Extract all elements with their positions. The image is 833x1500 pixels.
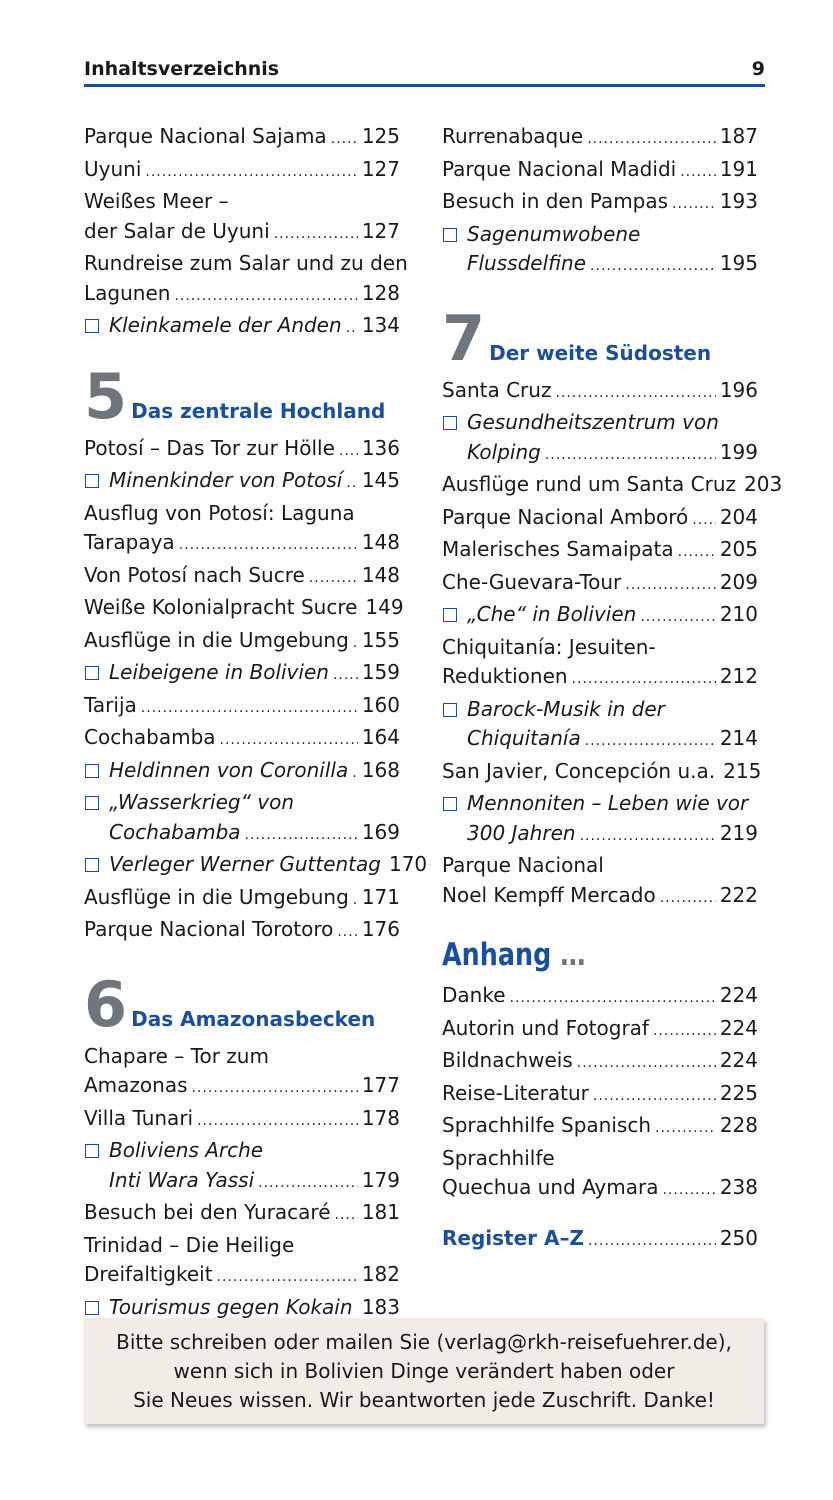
leader-dots: [653, 1017, 716, 1047]
entry-text: Cochabamba: [109, 819, 241, 844]
entry-line: [442, 981, 758, 1014]
entry-line: [84, 187, 400, 217]
entry-line: [442, 503, 758, 536]
leader-dots: [274, 220, 358, 250]
chapter-number: 7: [442, 301, 486, 375]
entry-text: Parque Nacional Torotoro: [84, 917, 334, 941]
entry-line: [442, 1144, 758, 1174]
entry-text: Besuch in den Pampas: [442, 189, 669, 213]
entry-text: Parque Nacional Sajama: [84, 124, 327, 148]
entry-text: Villa Tunari: [84, 1105, 194, 1130]
leader-dots: [572, 665, 716, 695]
entry-text: Ausflug von Potosí: Laguna: [84, 500, 355, 525]
entry-line: [84, 818, 400, 851]
entry-page: 176: [361, 917, 400, 941]
leader-dots: [141, 694, 358, 724]
entry-line: [84, 658, 400, 691]
toc-entry[interactable]: [442, 1046, 758, 1079]
entry-page: 199: [719, 439, 758, 464]
toc-entry[interactable]: [442, 1144, 758, 1206]
leader-dots: [593, 1082, 716, 1112]
entry-page: 164: [361, 725, 400, 749]
entry-text: Leibeigene in Bolivien: [109, 660, 329, 684]
appendix-dots: …: [560, 937, 586, 973]
entry-text: Von Potosí nach Sucre: [84, 562, 305, 587]
leader-dots: [245, 821, 358, 851]
toc-entry[interactable]: [442, 851, 758, 913]
entry-text: Noel Kempff Mercado: [442, 882, 656, 907]
entry-line: [84, 691, 400, 724]
entry-page: 203: [744, 472, 783, 496]
toc-entry[interactable]: [442, 155, 758, 188]
entry-line: [84, 249, 408, 279]
entry-page: 136: [361, 435, 400, 460]
entry-line: [442, 695, 758, 725]
entry-line: [442, 220, 758, 250]
entry-line: [84, 626, 400, 659]
toc-entry[interactable]: [84, 499, 400, 561]
chapter-heading-7: [442, 301, 758, 375]
toc-box-entry[interactable]: [442, 600, 758, 633]
entry-text: Kolping: [467, 439, 541, 464]
entry-line: [84, 1071, 400, 1104]
entry-line: [84, 1260, 400, 1293]
entry-text: der Salar de Uyuni: [84, 218, 270, 243]
entry-text: Parque Nacional Amboró: [442, 504, 689, 529]
entry-text: Parque Nacional Madidi: [442, 156, 677, 181]
leader-dots: [660, 884, 716, 914]
entry-page: 182: [361, 1262, 400, 1286]
entry-line: [442, 1173, 758, 1206]
entry-text: Ausflüge rund um Santa Cruz: [442, 472, 736, 496]
toc-box-entry[interactable]: [84, 788, 400, 850]
leader-dots: [692, 506, 716, 536]
note-line: wenn sich in Bolivien Dinge verändert haben oder: [173, 1359, 675, 1383]
entry-page: 134: [361, 313, 400, 337]
entry-line: [84, 561, 400, 594]
entry-line: [442, 662, 758, 695]
entry-line: [442, 633, 758, 663]
leader-dots: [337, 918, 357, 948]
entry-page: 195: [719, 251, 758, 275]
entry-text: Chiquitanía: Jesuiten-: [442, 634, 656, 659]
appendix-title: Anhang: [442, 937, 552, 973]
entry-line: [442, 438, 758, 471]
entry-text: Ausflüge in die Umgebung: [84, 627, 349, 652]
entry-text: Tarija: [84, 692, 137, 717]
entry-page: 224: [719, 1048, 758, 1072]
entry-text: Potosí – Das Tor zur Hölle: [84, 435, 335, 460]
entry-line: [84, 1198, 400, 1231]
entry-text: Reise-Literatur: [442, 1080, 589, 1105]
entry-page: 127: [361, 156, 400, 181]
appendix-heading: [442, 933, 701, 977]
leader-dots: [217, 1263, 358, 1293]
leader-dots: [346, 314, 358, 344]
entry-line: [84, 1042, 400, 1072]
entry-text: Inti Wara Yassi: [109, 1167, 255, 1192]
toc-entry[interactable]: [442, 470, 783, 503]
toc-entry[interactable]: [442, 757, 762, 790]
entry-page: 183: [361, 1294, 400, 1319]
entry-text: Amazonas: [84, 1073, 188, 1097]
entry-line: [442, 600, 758, 633]
entry-text: Sprachhilfe: [442, 1145, 555, 1170]
entry-page: 210: [719, 602, 758, 626]
leader-dots: [678, 538, 716, 568]
entry-line: [442, 376, 758, 409]
toc-box-entry[interactable]: [84, 466, 400, 499]
entry-page: 212: [719, 664, 758, 688]
entry-line: [442, 757, 762, 790]
leader-dots: [640, 603, 715, 633]
leader-dots: [662, 1176, 715, 1206]
entry-line: [442, 1046, 758, 1079]
entry-line: [84, 155, 400, 188]
leader-dots: [346, 469, 357, 499]
toc-entry[interactable]: [442, 568, 758, 601]
entry-page: 171: [361, 884, 400, 909]
entry-text: Che-Guevara-Tour: [442, 569, 622, 594]
entry-page: 128: [361, 280, 400, 305]
entry-text: Santa Cruz: [442, 377, 552, 402]
leader-dots: [174, 282, 357, 312]
entry-page: 149: [365, 595, 404, 619]
chapter-title: Das zentrale Hochland: [131, 398, 386, 423]
entry-text: „Wasserkrieg“ von: [109, 790, 295, 814]
toc-entry[interactable]: [442, 535, 758, 568]
page-header: [84, 58, 765, 87]
leader-dots: [335, 1201, 358, 1231]
entry-line: [84, 1136, 400, 1166]
toc-box-entry[interactable]: [84, 311, 400, 344]
toc-entry[interactable]: [442, 981, 758, 1014]
entry-text: Rurrenabaque: [442, 124, 584, 148]
leader-dots: [577, 1049, 716, 1079]
leader-dots: [590, 252, 716, 282]
toc-entry[interactable]: [442, 376, 758, 409]
entry-line: [442, 408, 758, 438]
toc-entry[interactable]: [442, 1014, 758, 1047]
entry-line: [84, 850, 428, 883]
entry-text: Heldinnen von Coronilla: [109, 757, 349, 782]
toc-list: [442, 981, 758, 1206]
entry-line: [442, 249, 758, 282]
entry-line: [442, 789, 758, 819]
leader-dots: [309, 564, 358, 594]
leader-dots: [258, 1169, 358, 1199]
toc-list: [442, 122, 758, 282]
entry-line: [84, 311, 400, 344]
toc-entry[interactable]: [84, 593, 404, 626]
toc-list: [84, 1042, 400, 1326]
entry-line: [442, 724, 758, 757]
entry-page: 148: [361, 562, 400, 587]
toc-entry[interactable]: [442, 1079, 758, 1112]
leader-dots: [588, 1227, 716, 1257]
entry-page: 228: [719, 1113, 758, 1137]
toc-entry[interactable]: [84, 122, 400, 155]
chapter-title: Der weite Südosten: [489, 340, 712, 365]
entry-text: Minenkinder von Potosí: [109, 468, 343, 492]
entry-line: [442, 122, 758, 155]
toc-entry[interactable]: [84, 915, 400, 948]
entry-text: Uyuni: [84, 156, 142, 181]
leader-dots: [352, 759, 358, 789]
toc-entry[interactable]: [84, 1042, 400, 1104]
leader-dots: [655, 1114, 716, 1144]
leader-dots: [587, 125, 716, 155]
toc-list: [442, 376, 783, 914]
entry-line: [442, 819, 758, 852]
page-number: 9: [751, 58, 765, 80]
entry-text: Besuch bei den Yuracaré: [84, 1200, 331, 1224]
leader-dots: [145, 158, 357, 188]
entry-line: [84, 788, 400, 818]
entry-text: Reduktionen: [442, 664, 568, 688]
leader-dots: [220, 726, 358, 756]
entry-line: [84, 756, 400, 789]
entry-page: 148: [361, 530, 400, 554]
entry-line: [442, 535, 758, 568]
entry-page: 187: [719, 124, 758, 148]
entry-page: 224: [719, 983, 758, 1007]
left-column: [84, 122, 428, 1325]
entry-page: 145: [361, 468, 400, 492]
entry-page: 168: [361, 757, 400, 782]
entry-line: [84, 593, 404, 626]
toc-box-entry[interactable]: [84, 756, 400, 789]
entry-page: 222: [719, 882, 758, 907]
entry-line: [84, 1166, 400, 1199]
entry-line: [442, 1224, 758, 1257]
entry-line: [84, 466, 400, 499]
entry-line: [442, 187, 758, 220]
entry-text: Autorin und Fotograf: [442, 1015, 649, 1040]
entry-page: 238: [719, 1175, 758, 1199]
toc-entry[interactable]: [84, 187, 400, 249]
entry-line: [84, 883, 400, 916]
entry-text: Flussdelfine: [467, 251, 587, 275]
entry-text: Sagenumwobene: [467, 221, 641, 246]
toc-entry[interactable]: [84, 626, 400, 659]
entry-text: Trinidad – Die Heilige: [84, 1232, 295, 1257]
entry-page: 127: [361, 218, 400, 243]
leader-dots: [353, 629, 358, 659]
toc-list: [84, 122, 408, 344]
entry-text: Sprachhilfe Spanisch: [442, 1113, 652, 1137]
toc-list: [84, 434, 428, 948]
chapter-title: Das Amazonasbecken: [131, 1006, 376, 1031]
entry-line: [442, 568, 758, 601]
toc-box-entry[interactable]: [442, 789, 758, 851]
entry-page: 155: [361, 627, 400, 652]
entry-text: Gesundheitszentrum von: [467, 410, 719, 434]
entry-text: Register A–Z: [442, 1225, 584, 1250]
leader-dots: [353, 886, 358, 916]
entry-line: [84, 499, 400, 529]
toc-box-entry[interactable]: [442, 695, 758, 757]
toc-entry[interactable]: [84, 155, 400, 188]
entry-line: [84, 1104, 400, 1137]
entry-line: [84, 434, 400, 467]
toc-box-entry[interactable]: [84, 658, 400, 691]
entry-text: Barock-Musik in der: [467, 696, 665, 721]
entry-page: 196: [719, 377, 758, 402]
entry-page: 224: [719, 1015, 758, 1040]
leader-dots: [585, 727, 716, 757]
leader-dots: [580, 822, 716, 852]
entry-line: [84, 528, 400, 561]
note-line: Bitte schreiben oder mailen Sie (verlag@rkh-reisefuehrer.de),: [116, 1330, 732, 1354]
entry-line: [442, 1014, 758, 1047]
entry-line: [84, 122, 400, 155]
entry-page: 159: [361, 660, 400, 684]
entry-text: San Javier, Concepción u.a.: [442, 758, 716, 783]
entry-text: Dreifaltigkeit: [84, 1262, 213, 1286]
entry-line: [84, 279, 400, 312]
entry-page: 219: [719, 820, 758, 845]
toc-entry[interactable]: [84, 561, 400, 594]
toc-entry[interactable]: [442, 633, 758, 695]
entry-text: Tarapaya: [84, 530, 175, 554]
leader-dots: [192, 1074, 358, 1104]
page-title: Inhaltsverzeichnis: [84, 58, 280, 80]
right-column: [442, 122, 783, 1256]
toc-box-entry[interactable]: [442, 408, 758, 470]
entry-page: 193: [719, 189, 758, 213]
entry-line: [442, 1111, 758, 1144]
entry-page: 125: [361, 124, 400, 148]
feedback-note: [84, 1318, 764, 1424]
chapter-number: 5: [84, 359, 128, 433]
entry-page: 181: [361, 1200, 400, 1224]
entry-page: 204: [719, 504, 758, 529]
toc-entry[interactable]: [442, 1111, 758, 1144]
toc-entry[interactable]: [84, 1104, 400, 1137]
leader-dots: [625, 571, 716, 601]
entry-text: Lagunen: [84, 280, 171, 305]
entry-page: 160: [361, 692, 400, 717]
entry-text: Parque Nacional: [442, 853, 604, 877]
entry-page: 225: [719, 1080, 758, 1105]
toc-box-entry[interactable]: [442, 220, 758, 282]
entry-text: Rundreise zum Salar und zu den: [84, 251, 408, 275]
register-entry[interactable]: [442, 1224, 758, 1257]
entry-page: 169: [361, 819, 400, 844]
leader-dots: [545, 441, 716, 471]
entry-text: Bildnachweis: [442, 1048, 573, 1072]
chapter-heading-5: [84, 359, 400, 433]
toc-entry[interactable]: [84, 883, 400, 916]
entry-text: Malerisches Samaipata: [442, 537, 674, 561]
entry-page: 250: [719, 1225, 758, 1250]
entry-text: „Che“ in Bolivien: [467, 602, 637, 626]
entry-text: Kleinkamele der Anden: [109, 313, 342, 337]
entry-text: Chiquitanía: [467, 726, 581, 750]
entry-text: Cochabamba: [84, 725, 216, 749]
entry-line: [84, 915, 400, 948]
entry-line: [84, 1231, 400, 1261]
leader-dots: [555, 379, 715, 409]
toc-entry[interactable]: [84, 249, 408, 311]
entry-text: Quechua und Aymara: [442, 1175, 659, 1199]
toc-entry[interactable]: [442, 122, 758, 155]
entry-text: Ausflüge in die Umgebung: [84, 884, 349, 909]
entry-text: Tourismus gegen Kokain: [109, 1294, 353, 1319]
entry-page: 177: [361, 1073, 400, 1097]
entry-line: [84, 723, 400, 756]
entry-text: Danke: [442, 983, 506, 1007]
toc-entry[interactable]: [84, 723, 400, 756]
entry-line: [442, 155, 758, 188]
leader-dots: [672, 190, 716, 220]
entry-page: 205: [719, 537, 758, 561]
toc-entry[interactable]: [442, 187, 758, 220]
leader-dots: [680, 158, 716, 188]
leader-dots: [339, 437, 358, 467]
toc-entry[interactable]: [84, 434, 400, 467]
entry-page: 215: [723, 758, 762, 783]
entry-line: [442, 470, 783, 503]
entry-page: 178: [361, 1105, 400, 1130]
entry-page: 191: [719, 156, 758, 181]
toc-entry[interactable]: [84, 1198, 400, 1231]
entry-text: Weißes Meer –: [84, 189, 229, 213]
leader-dots: [179, 531, 358, 561]
toc-entry[interactable]: [84, 691, 400, 724]
entry-line: [84, 217, 400, 250]
entry-line: [442, 851, 758, 881]
toc-entry[interactable]: [442, 503, 758, 536]
entry-text: Verleger Werner Guttentag: [109, 852, 381, 876]
leader-dots: [197, 1107, 358, 1137]
entry-text: Mennoniten – Leben wie vor: [467, 791, 749, 815]
entry-page: 170: [388, 852, 428, 876]
toc-entry[interactable]: [84, 1231, 400, 1293]
chapter-heading-6: [84, 967, 400, 1041]
leader-dots: [510, 984, 716, 1014]
toc-box-entry[interactable]: [84, 850, 428, 883]
entry-page: 209: [719, 569, 758, 594]
toc-box-entry[interactable]: [84, 1136, 400, 1198]
entry-line: [442, 1079, 758, 1112]
entry-text: Chapare – Tor zum: [84, 1043, 269, 1068]
entry-line: [442, 881, 758, 914]
entry-page: 214: [719, 726, 758, 750]
entry-text: 300 Jahren: [467, 820, 576, 845]
leader-dots: [331, 125, 358, 155]
chapter-number: 6: [84, 967, 128, 1041]
entry-text: Boliviens Arche: [109, 1138, 264, 1162]
note-line: Sie Neues wissen. Wir beantworten jede Zuschrift. Danke!: [133, 1388, 715, 1412]
leader-dots: [333, 661, 358, 691]
entry-page: 179: [361, 1167, 400, 1192]
entry-text: Weiße Kolonialpracht Sucre: [84, 595, 358, 619]
